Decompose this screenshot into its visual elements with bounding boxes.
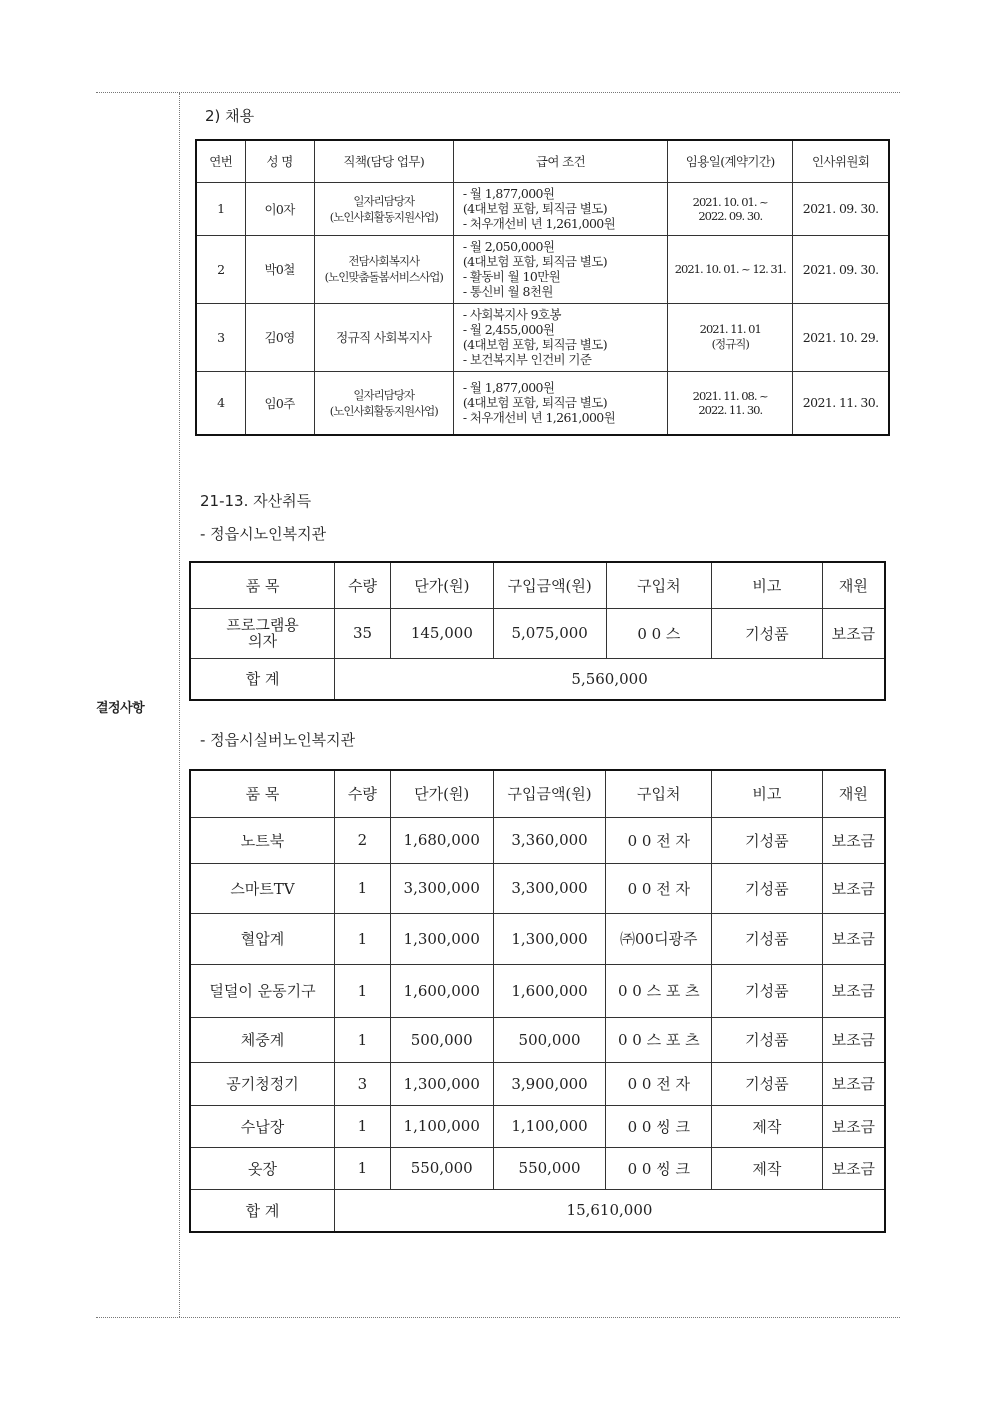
item-note: 기성품 [712, 863, 823, 913]
position-line: (노인맞춤돌봄서비스사업) [324, 270, 443, 284]
item-fund: 보조금 [822, 1147, 885, 1189]
table-row [190, 863, 885, 913]
item-qty: 1 [334, 1147, 390, 1189]
position-line: (노인사회활동지원사업) [329, 403, 438, 418]
position-line: 정규직 사회복지사 [336, 330, 432, 345]
item-amount: 500,000 [493, 1017, 606, 1062]
item-note: 기성품 [712, 817, 823, 863]
item-vendor: 0 0 전 자 [606, 1062, 712, 1105]
period-line: 2021. 10. 01. ~ 12. 31. [674, 262, 786, 276]
salary-line: (4대보험 포함, 퇴직금 별도) [462, 337, 607, 352]
item-name: 혈압계 [190, 913, 334, 964]
hiring-header-row [196, 140, 889, 182]
item-unit-price: 550,000 [390, 1147, 493, 1189]
item-vendor: 0 0 스 [606, 608, 712, 658]
item-line: 프로그램용 [226, 616, 299, 634]
header-vendor: 구입처 [606, 770, 712, 817]
row-committee: 2021. 10. 29. [793, 303, 889, 371]
row-committee: 2021. 09. 30. [793, 235, 889, 303]
salary-line: - 월 1,877,000원 [462, 186, 555, 201]
item-vendor: 0 0 전 자 [606, 817, 712, 863]
salary-line: - 통신비 월 8천원 [462, 284, 553, 299]
row-salary [453, 303, 667, 371]
position-line: (노인사회활동지원사업) [329, 209, 438, 224]
asset-table-1 [189, 561, 886, 701]
salary-line: - 보건복지부 인건비 기준 [462, 352, 592, 367]
total-value: 15,610,000 [334, 1189, 885, 1232]
hiring-row [196, 371, 889, 435]
item-unit-price: 1,300,000 [390, 1062, 493, 1105]
period-line: 2021. 11. 08. ~ [692, 388, 768, 403]
item-qty: 2 [334, 817, 390, 863]
asset-heading: 21-13. 자산취득 [200, 492, 312, 510]
header-no: 연번 [196, 140, 245, 182]
header-qty: 수량 [335, 562, 391, 608]
item-fund: 보조금 [822, 863, 885, 913]
table-row [190, 964, 885, 1017]
item-amount: 550,000 [493, 1147, 606, 1189]
hiring-table [195, 139, 890, 436]
item-amount: 5,075,000 [493, 608, 606, 658]
asset-header-row [190, 562, 885, 608]
period-line: 2022. 09. 30. [698, 208, 763, 223]
item-name: 덜덜이 운동기구 [190, 964, 334, 1017]
period-line: 2022. 11. 30. [698, 402, 763, 417]
decision-label: 결정사항 [96, 701, 145, 716]
table-row [190, 608, 885, 658]
item-qty: 35 [335, 608, 391, 658]
salary-line: - 처우개선비 년 1,261,000원 [462, 410, 616, 426]
header-salary: 급여 조건 [453, 140, 667, 182]
item-amount: 1,300,000 [493, 913, 606, 964]
item-note: 제작 [712, 1105, 823, 1147]
item-unit-price: 1,680,000 [390, 817, 493, 863]
item-amount: 1,600,000 [493, 964, 606, 1017]
bottom-divider [96, 1317, 900, 1318]
row-name: 임0주 [245, 371, 314, 435]
item-fund: 보조금 [822, 1017, 885, 1062]
row-no: 2 [196, 235, 245, 303]
header-unit-price: 단가(원) [390, 562, 493, 608]
item-name: 수납장 [190, 1105, 334, 1147]
item-name [190, 608, 335, 658]
item-vendor: 0 0 스 포 츠 [606, 1017, 712, 1062]
total-label: 합 계 [190, 658, 335, 700]
total-row [190, 658, 885, 700]
period-line: (정규직) [711, 337, 749, 351]
item-qty: 1 [334, 1017, 390, 1062]
total-label: 합 계 [190, 1189, 334, 1232]
position-line: 전담사회복지사 [348, 254, 420, 268]
item-vendor: 0 0 씽 크 [606, 1147, 712, 1189]
item-note: 기성품 [712, 964, 823, 1017]
item-unit-price: 1,600,000 [390, 964, 493, 1017]
hiring-row [196, 303, 889, 371]
row-name: 김0영 [245, 303, 314, 371]
position-line: 일자리담당자 [353, 193, 415, 208]
row-no: 3 [196, 303, 245, 371]
item-name: 노트북 [190, 817, 334, 863]
item-amount: 3,300,000 [493, 863, 606, 913]
row-period [668, 303, 793, 371]
asset-header-row [190, 770, 885, 817]
period-line: 2021. 10. 01. ~ [692, 194, 768, 209]
item-name: 체중계 [190, 1017, 334, 1062]
header-qty: 수량 [334, 770, 390, 817]
item-qty: 1 [334, 863, 390, 913]
item-fund: 보조금 [822, 964, 885, 1017]
row-no: 1 [196, 182, 245, 235]
item-unit-price: 500,000 [390, 1017, 493, 1062]
asset-subheading-2: - 정읍시실버노인복지관 [200, 731, 356, 749]
row-period [668, 371, 793, 435]
row-period [668, 182, 793, 235]
salary-line: (4대보험 포함, 퇴직금 별도) [462, 254, 607, 269]
table-row [190, 1017, 885, 1062]
item-vendor: 0 0 전 자 [606, 863, 712, 913]
item-qty: 1 [334, 964, 390, 1017]
salary-line: - 월 1,877,000원 [462, 380, 555, 396]
item-qty: 1 [334, 1105, 390, 1147]
item-amount: 1,100,000 [493, 1105, 606, 1147]
hiring-row [196, 182, 889, 235]
salary-line: - 월 2,455,000원 [462, 322, 555, 337]
header-period: 임용일(계약기간) [668, 140, 793, 182]
item-vendor: 0 0 씽 크 [606, 1105, 712, 1147]
table-row [190, 1062, 885, 1105]
header-amount: 구입금액(원) [493, 562, 606, 608]
row-no: 4 [196, 371, 245, 435]
hiring-row [196, 235, 889, 303]
table-row [190, 1105, 885, 1147]
total-value: 5,560,000 [335, 658, 885, 700]
item-qty: 1 [334, 913, 390, 964]
header-unit-price: 단가(원) [390, 770, 493, 817]
item-amount: 3,900,000 [493, 1062, 606, 1105]
item-unit-price: 1,100,000 [390, 1105, 493, 1147]
item-unit-price: 145,000 [390, 608, 493, 658]
row-committee: 2021. 09. 30. [793, 182, 889, 235]
row-position [314, 182, 453, 235]
header-amount: 구입금액(원) [493, 770, 606, 817]
row-salary [453, 235, 667, 303]
row-period [668, 235, 793, 303]
row-position [314, 303, 453, 371]
item-amount: 3,360,000 [493, 817, 606, 863]
table-row [190, 1147, 885, 1189]
header-committee: 인사위원회 [793, 140, 889, 182]
row-position [314, 371, 453, 435]
item-note: 기성품 [712, 913, 823, 964]
item-line: 의자 [248, 632, 278, 650]
position-line: 일자리담당자 [353, 387, 415, 402]
item-name: 스마트TV [190, 863, 334, 913]
header-item: 품 목 [190, 770, 334, 817]
total-row [190, 1189, 885, 1232]
hiring-heading: 2) 채용 [205, 107, 255, 125]
header-fund: 재원 [822, 770, 885, 817]
asset-table-2 [189, 769, 886, 1233]
item-fund: 보조금 [822, 1105, 885, 1147]
salary-line: - 월 2,050,000원 [462, 239, 555, 254]
header-item: 품 목 [190, 562, 335, 608]
header-note: 비고 [712, 562, 823, 608]
row-salary [453, 371, 667, 435]
label-column-divider [179, 93, 180, 1317]
item-fund: 보조금 [822, 913, 885, 964]
row-salary [453, 182, 667, 235]
row-position [314, 235, 453, 303]
item-note: 기성품 [712, 608, 823, 658]
period-line: 2021. 11. 01 [699, 322, 761, 336]
header-note: 비고 [712, 770, 823, 817]
item-note: 기성품 [712, 1062, 823, 1105]
item-vendor: 0 0 스 포 츠 [606, 964, 712, 1017]
item-fund: 보조금 [822, 1062, 885, 1105]
table-row [190, 817, 885, 863]
header-name: 성 명 [245, 140, 314, 182]
salary-line: - 사회복지사 9호봉 [462, 307, 561, 322]
row-name: 이0자 [245, 182, 314, 235]
item-unit-price: 3,300,000 [390, 863, 493, 913]
item-fund: 보조금 [822, 608, 885, 658]
item-fund: 보조금 [822, 817, 885, 863]
salary-line: - 활동비 월 10만원 [462, 269, 561, 284]
header-position: 직책(담당 업무) [314, 140, 453, 182]
salary-line: - 처우개선비 년 1,261,000원 [462, 216, 616, 231]
item-name: 옷장 [190, 1147, 334, 1189]
row-committee: 2021. 11. 30. [793, 371, 889, 435]
asset-subheading-1: - 정읍시노인복지관 [200, 525, 327, 543]
item-qty: 3 [334, 1062, 390, 1105]
salary-line: (4대보험 포함, 퇴직금 별도) [462, 201, 607, 216]
item-note: 제작 [712, 1147, 823, 1189]
row-name: 박0철 [245, 235, 314, 303]
salary-line: (4대보험 포함, 퇴직금 별도) [462, 395, 607, 411]
header-fund: 재원 [822, 562, 885, 608]
top-divider [96, 92, 900, 93]
table-row [190, 913, 885, 964]
item-name: 공기청정기 [190, 1062, 334, 1105]
item-unit-price: 1,300,000 [390, 913, 493, 964]
header-vendor: 구입처 [606, 562, 712, 608]
item-vendor: ㈜00디광주 [606, 913, 712, 964]
item-note: 기성품 [712, 1017, 823, 1062]
